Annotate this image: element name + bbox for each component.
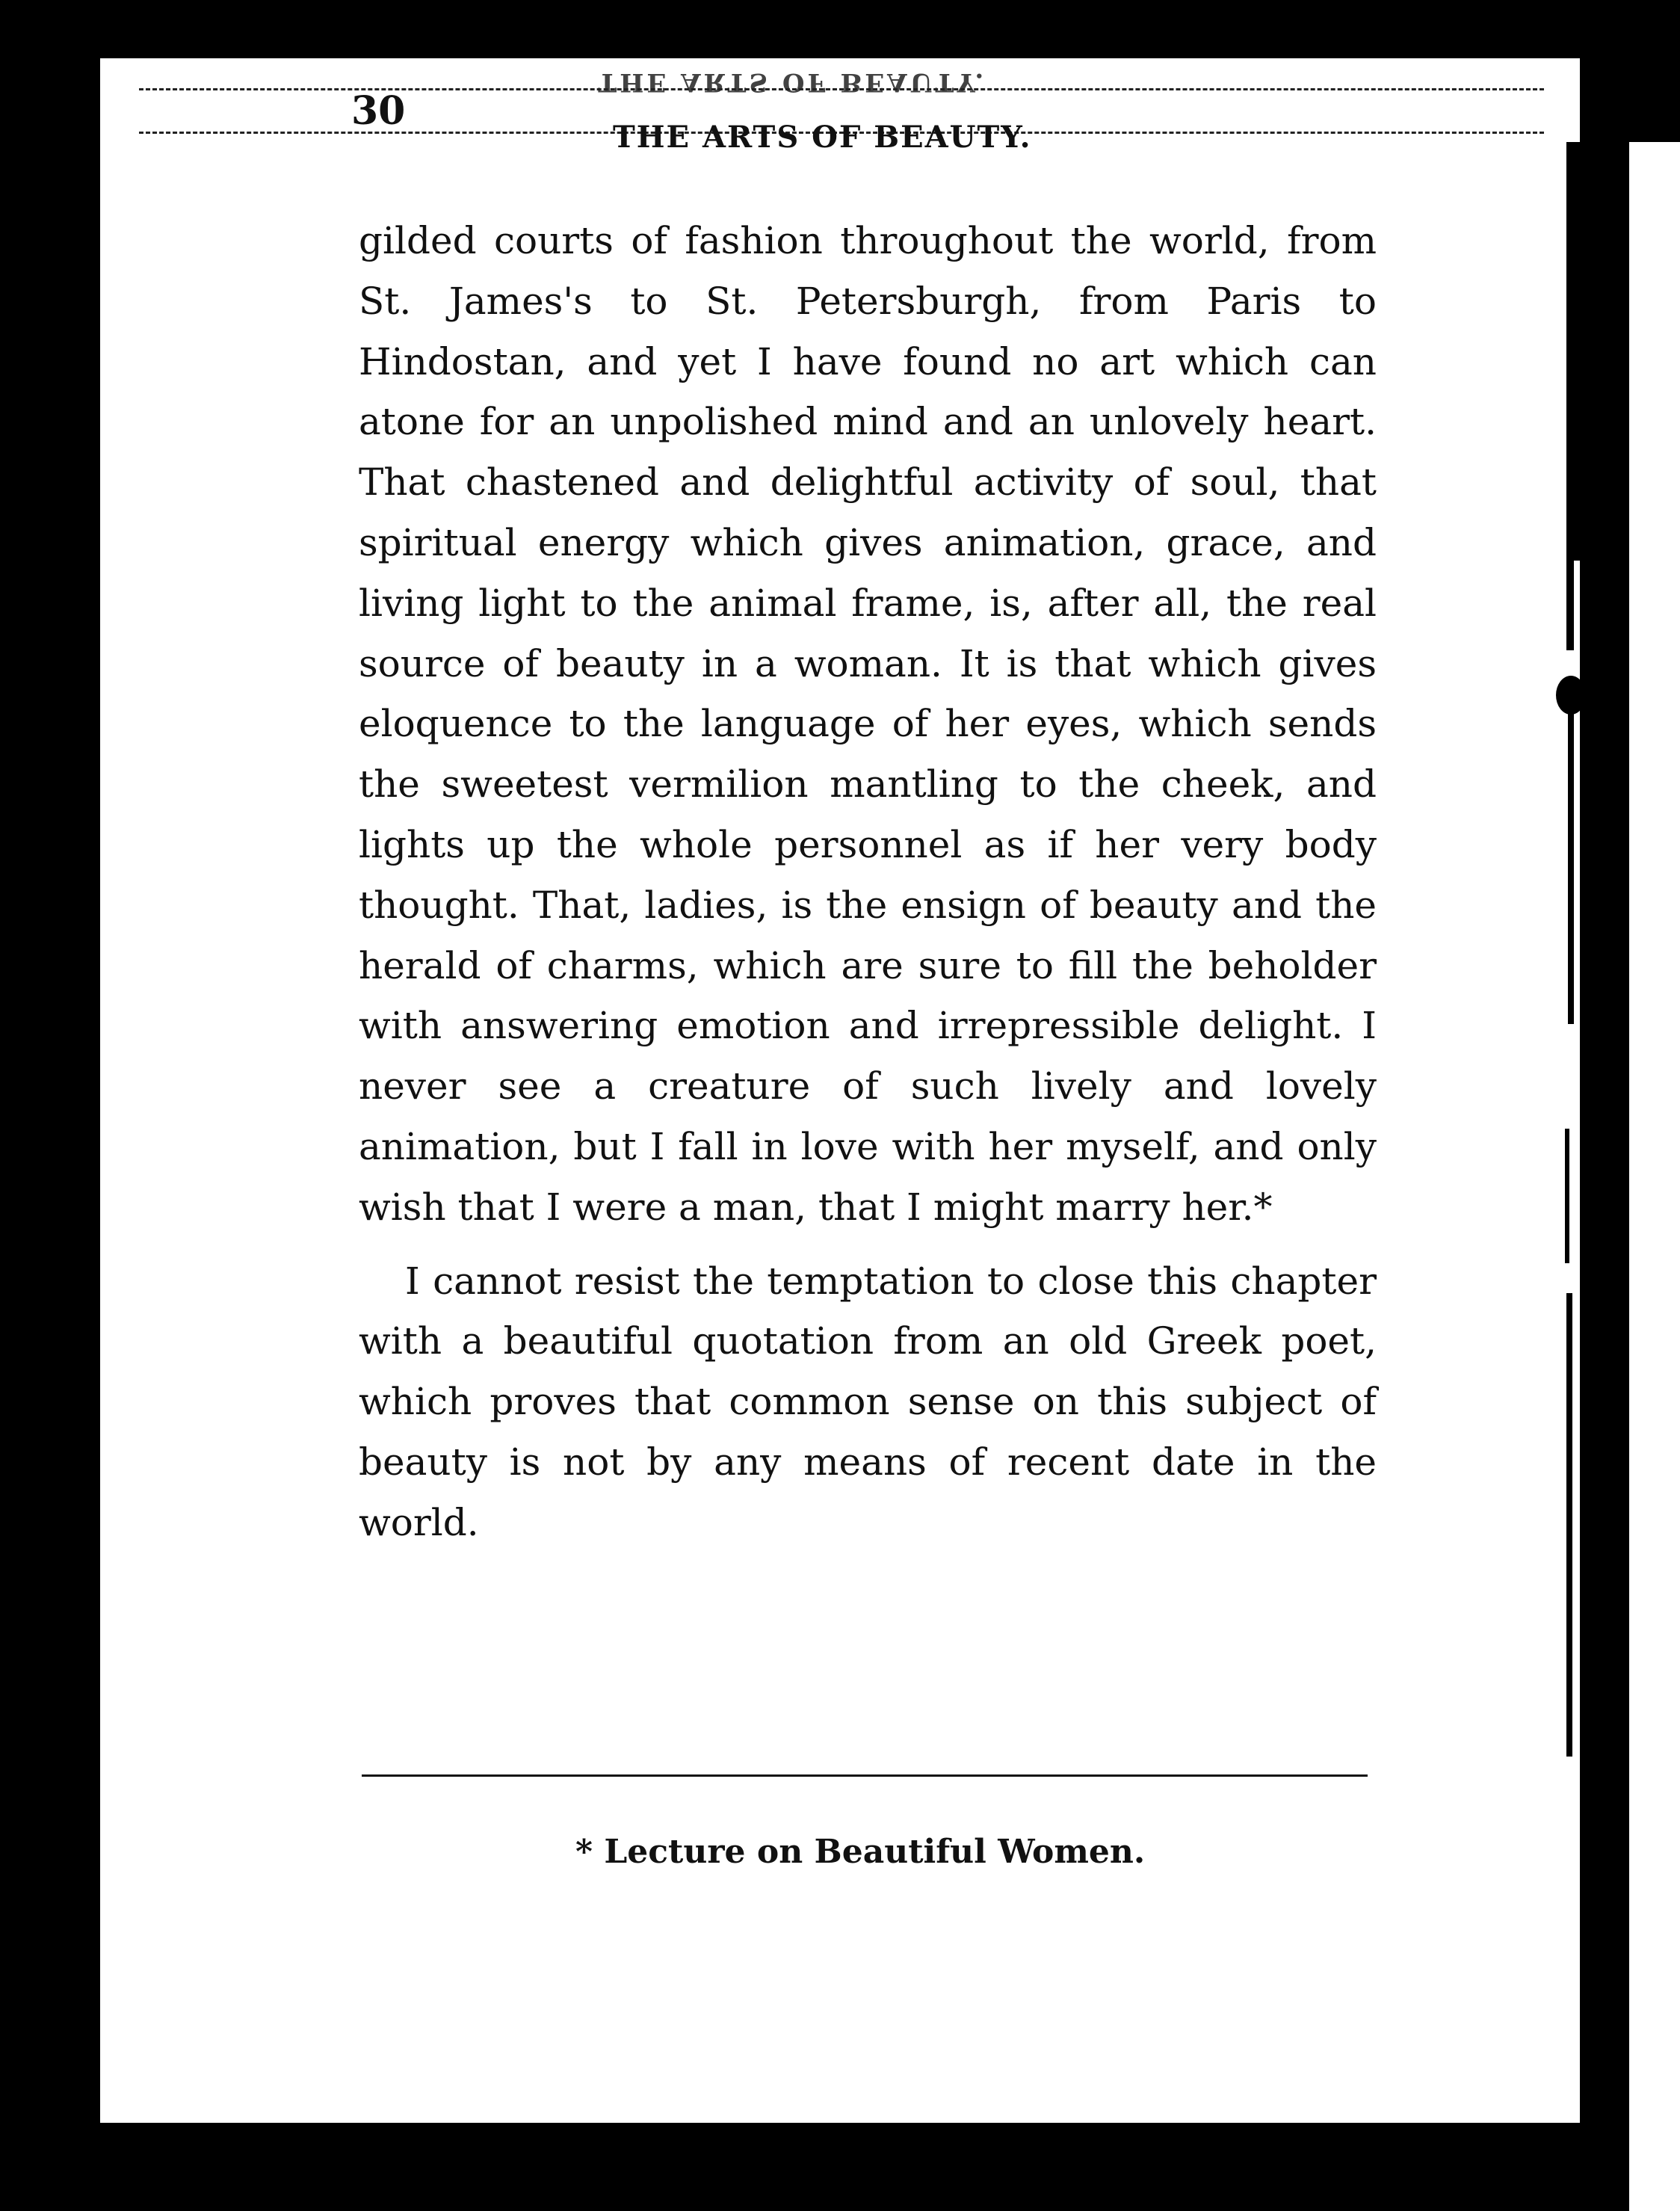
paragraph: gilded courts of fashion throughout the world, from St. James's to St. Petersburgh, from Paris to Hindostan, and yet I have found no art which can atone for an unpolished mind and an unlovely heart. That chastened and delightful activity of soul, that spiritual energy which gives animation, grace, and living light to the animal frame, is, after all, the real source of beauty in a woman. It is that which gives eloquence to the language of her eyes, which sends the sweetest vermilion mantling to the cheek, and lights up the whole personnel as if her very body thought. That, ladies, is the ensign of beauty and the herald of charms, which are sure to fill the beholder with answering emotion and irrepressible delight. I never see a creature of such lively and lovely animation, but I fall in love with her myself, and only wish that I were a man, that I might marry her.*: [359, 219, 1377, 1229]
footnote-divider: [362, 1774, 1368, 1777]
adjacent-page-edge: [1629, 142, 1680, 2211]
show-through-running-head: THE ARTS OF BEAUTY.: [598, 67, 987, 97]
page-number: 30: [351, 88, 406, 134]
running-head: THE ARTS OF BEAUTY.: [613, 120, 1032, 155]
footnote: * Lecture on Beautiful Women.: [575, 1833, 1146, 1871]
paragraph: I cannot resist the temptation to close this chapter with a beautiful quotation from an old Greek poet, which proves that common sense on this subject of beauty is not by any means of recent date in the world.: [359, 1259, 1377, 1544]
page-edge-artifacts: [1548, 142, 1593, 1786]
body-text: [359, 211, 1377, 1553]
